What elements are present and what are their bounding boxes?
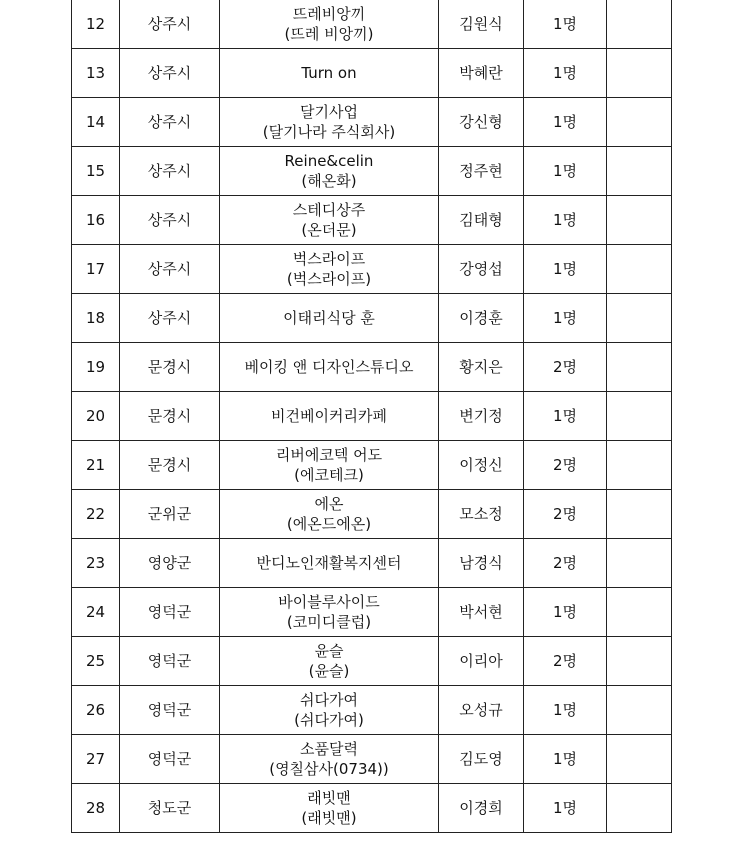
city-cell: 상주시 xyxy=(120,196,220,245)
extra-cell xyxy=(607,784,672,833)
row-number: 15 xyxy=(72,147,120,196)
count-cell: 2명 xyxy=(524,637,607,686)
business-cell xyxy=(220,637,439,686)
business-cell xyxy=(220,539,439,588)
city-cell: 군위군 xyxy=(120,490,220,539)
city-cell: 상주시 xyxy=(120,245,220,294)
person-name-cell: 모소정 xyxy=(439,490,524,539)
count-cell: 1명 xyxy=(524,49,607,98)
business-cell xyxy=(220,686,439,735)
row-number: 24 xyxy=(72,588,120,637)
count-cell: 1명 xyxy=(524,147,607,196)
extra-cell xyxy=(607,343,672,392)
extra-cell xyxy=(607,539,672,588)
business-cell xyxy=(220,392,439,441)
business-subname: (에온드에온) xyxy=(286,515,372,533)
person-name-cell: 이정신 xyxy=(439,441,524,490)
person-name-cell: 박서현 xyxy=(439,588,524,637)
business-name: Turn on xyxy=(301,64,357,82)
person-name-cell: 이리아 xyxy=(439,637,524,686)
count-cell: 1명 xyxy=(524,0,607,49)
table-row xyxy=(72,147,672,196)
count-cell: 1명 xyxy=(524,686,607,735)
business-name: 뜨레비앙끼 xyxy=(292,5,366,23)
business-name: 반디노인재활복지센터 xyxy=(256,554,402,572)
person-name-cell: 강영섭 xyxy=(439,245,524,294)
business-name: 래빗맨 xyxy=(307,789,351,807)
business-name: 이태리식당 훈 xyxy=(283,309,375,327)
city-cell: 문경시 xyxy=(120,343,220,392)
extra-cell xyxy=(607,735,672,784)
table-row xyxy=(72,441,672,490)
business-cell xyxy=(220,49,439,98)
extra-cell xyxy=(607,0,672,49)
business-name: 소품달력 xyxy=(300,740,358,758)
row-number: 25 xyxy=(72,637,120,686)
business-cell xyxy=(220,784,439,833)
extra-cell xyxy=(607,98,672,147)
table-row xyxy=(72,343,672,392)
count-cell: 2명 xyxy=(524,343,607,392)
person-name-cell: 이경희 xyxy=(439,784,524,833)
table-row xyxy=(72,784,672,833)
person-name-cell: 강신형 xyxy=(439,98,524,147)
business-name: 벅스라이프 xyxy=(292,250,366,268)
table-row xyxy=(72,392,672,441)
extra-cell xyxy=(607,441,672,490)
count-cell: 1명 xyxy=(524,294,607,343)
business-subname: (코미디클럽) xyxy=(286,613,372,631)
table-row xyxy=(72,245,672,294)
extra-cell xyxy=(607,294,672,343)
business-subname: (벅스라이프) xyxy=(286,270,372,288)
extra-cell xyxy=(607,490,672,539)
table-row xyxy=(72,735,672,784)
table-row xyxy=(72,637,672,686)
business-name: 스테디상주 xyxy=(292,201,366,219)
table-row xyxy=(72,490,672,539)
business-cell xyxy=(220,245,439,294)
city-cell: 상주시 xyxy=(120,294,220,343)
person-name-cell: 김원식 xyxy=(439,0,524,49)
row-number: 14 xyxy=(72,98,120,147)
city-cell: 상주시 xyxy=(120,49,220,98)
business-name: 윤슬 xyxy=(314,642,344,660)
row-number: 12 xyxy=(72,0,120,49)
city-cell: 영덕군 xyxy=(120,686,220,735)
business-subname: (에코테크) xyxy=(294,466,364,484)
business-name: 달기사업 xyxy=(300,103,358,121)
table-row xyxy=(72,98,672,147)
city-cell: 청도군 xyxy=(120,784,220,833)
count-cell: 1명 xyxy=(524,735,607,784)
person-name-cell: 남경식 xyxy=(439,539,524,588)
city-cell: 상주시 xyxy=(120,98,220,147)
business-subname: (래빗맨) xyxy=(301,809,357,827)
table-row xyxy=(72,539,672,588)
participant-table xyxy=(71,0,672,833)
row-number: 18 xyxy=(72,294,120,343)
row-number: 17 xyxy=(72,245,120,294)
city-cell: 문경시 xyxy=(120,392,220,441)
business-subname: (해온화) xyxy=(301,172,357,190)
count-cell: 1명 xyxy=(524,196,607,245)
business-cell xyxy=(220,588,439,637)
business-cell xyxy=(220,343,439,392)
extra-cell xyxy=(607,686,672,735)
count-cell: 1명 xyxy=(524,245,607,294)
count-cell: 2명 xyxy=(524,441,607,490)
row-number: 28 xyxy=(72,784,120,833)
count-cell: 1명 xyxy=(524,784,607,833)
table-row xyxy=(72,49,672,98)
row-number: 13 xyxy=(72,49,120,98)
business-subname: (쉬다가여) xyxy=(294,711,364,729)
business-name: 에온 xyxy=(314,495,344,513)
city-cell: 상주시 xyxy=(120,0,220,49)
table-body xyxy=(72,0,672,833)
extra-cell xyxy=(607,392,672,441)
city-cell: 문경시 xyxy=(120,441,220,490)
extra-cell xyxy=(607,588,672,637)
business-name: 베이킹 앤 디자인스튜디오 xyxy=(244,358,414,376)
person-name-cell: 김태형 xyxy=(439,196,524,245)
table-row xyxy=(72,0,672,49)
extra-cell xyxy=(607,245,672,294)
count-cell: 2명 xyxy=(524,539,607,588)
row-number: 21 xyxy=(72,441,120,490)
business-cell xyxy=(220,294,439,343)
count-cell: 1명 xyxy=(524,98,607,147)
business-subname: (영칠삼사(0734)) xyxy=(269,760,389,778)
extra-cell xyxy=(607,637,672,686)
row-number: 16 xyxy=(72,196,120,245)
row-number: 27 xyxy=(72,735,120,784)
city-cell: 상주시 xyxy=(120,147,220,196)
table-row xyxy=(72,196,672,245)
business-name: 비건베이커리카페 xyxy=(271,407,387,425)
count-cell: 1명 xyxy=(524,588,607,637)
row-number: 23 xyxy=(72,539,120,588)
count-cell: 1명 xyxy=(524,392,607,441)
business-subname: (달기나라 주식회사) xyxy=(262,123,396,141)
business-name: 리버에코텍 어도 xyxy=(275,446,383,464)
business-subname: (온더문) xyxy=(301,221,357,239)
business-name: 바이블루사이드 xyxy=(278,593,380,611)
business-cell xyxy=(220,196,439,245)
row-number: 26 xyxy=(72,686,120,735)
person-name-cell: 황지은 xyxy=(439,343,524,392)
extra-cell xyxy=(607,147,672,196)
city-cell: 영덕군 xyxy=(120,588,220,637)
business-cell xyxy=(220,735,439,784)
city-cell: 영덕군 xyxy=(120,735,220,784)
business-name: Reine&celin xyxy=(284,152,374,170)
extra-cell xyxy=(607,49,672,98)
business-cell xyxy=(220,98,439,147)
city-cell: 영양군 xyxy=(120,539,220,588)
city-cell: 영덕군 xyxy=(120,637,220,686)
person-name-cell: 이경훈 xyxy=(439,294,524,343)
business-subname: (뜨레 비앙끼) xyxy=(284,25,374,43)
person-name-cell: 김도영 xyxy=(439,735,524,784)
person-name-cell: 박혜란 xyxy=(439,49,524,98)
extra-cell xyxy=(607,196,672,245)
business-cell xyxy=(220,0,439,49)
business-cell xyxy=(220,147,439,196)
table-row xyxy=(72,686,672,735)
row-number: 22 xyxy=(72,490,120,539)
business-subname: (윤슬) xyxy=(308,662,350,680)
table-row xyxy=(72,294,672,343)
row-number: 19 xyxy=(72,343,120,392)
person-name-cell: 정주현 xyxy=(439,147,524,196)
table-row xyxy=(72,588,672,637)
row-number: 20 xyxy=(72,392,120,441)
count-cell: 2명 xyxy=(524,490,607,539)
business-name: 쉬다가여 xyxy=(300,691,358,709)
business-cell xyxy=(220,441,439,490)
person-name-cell: 변기정 xyxy=(439,392,524,441)
person-name-cell: 오성규 xyxy=(439,686,524,735)
business-cell xyxy=(220,490,439,539)
